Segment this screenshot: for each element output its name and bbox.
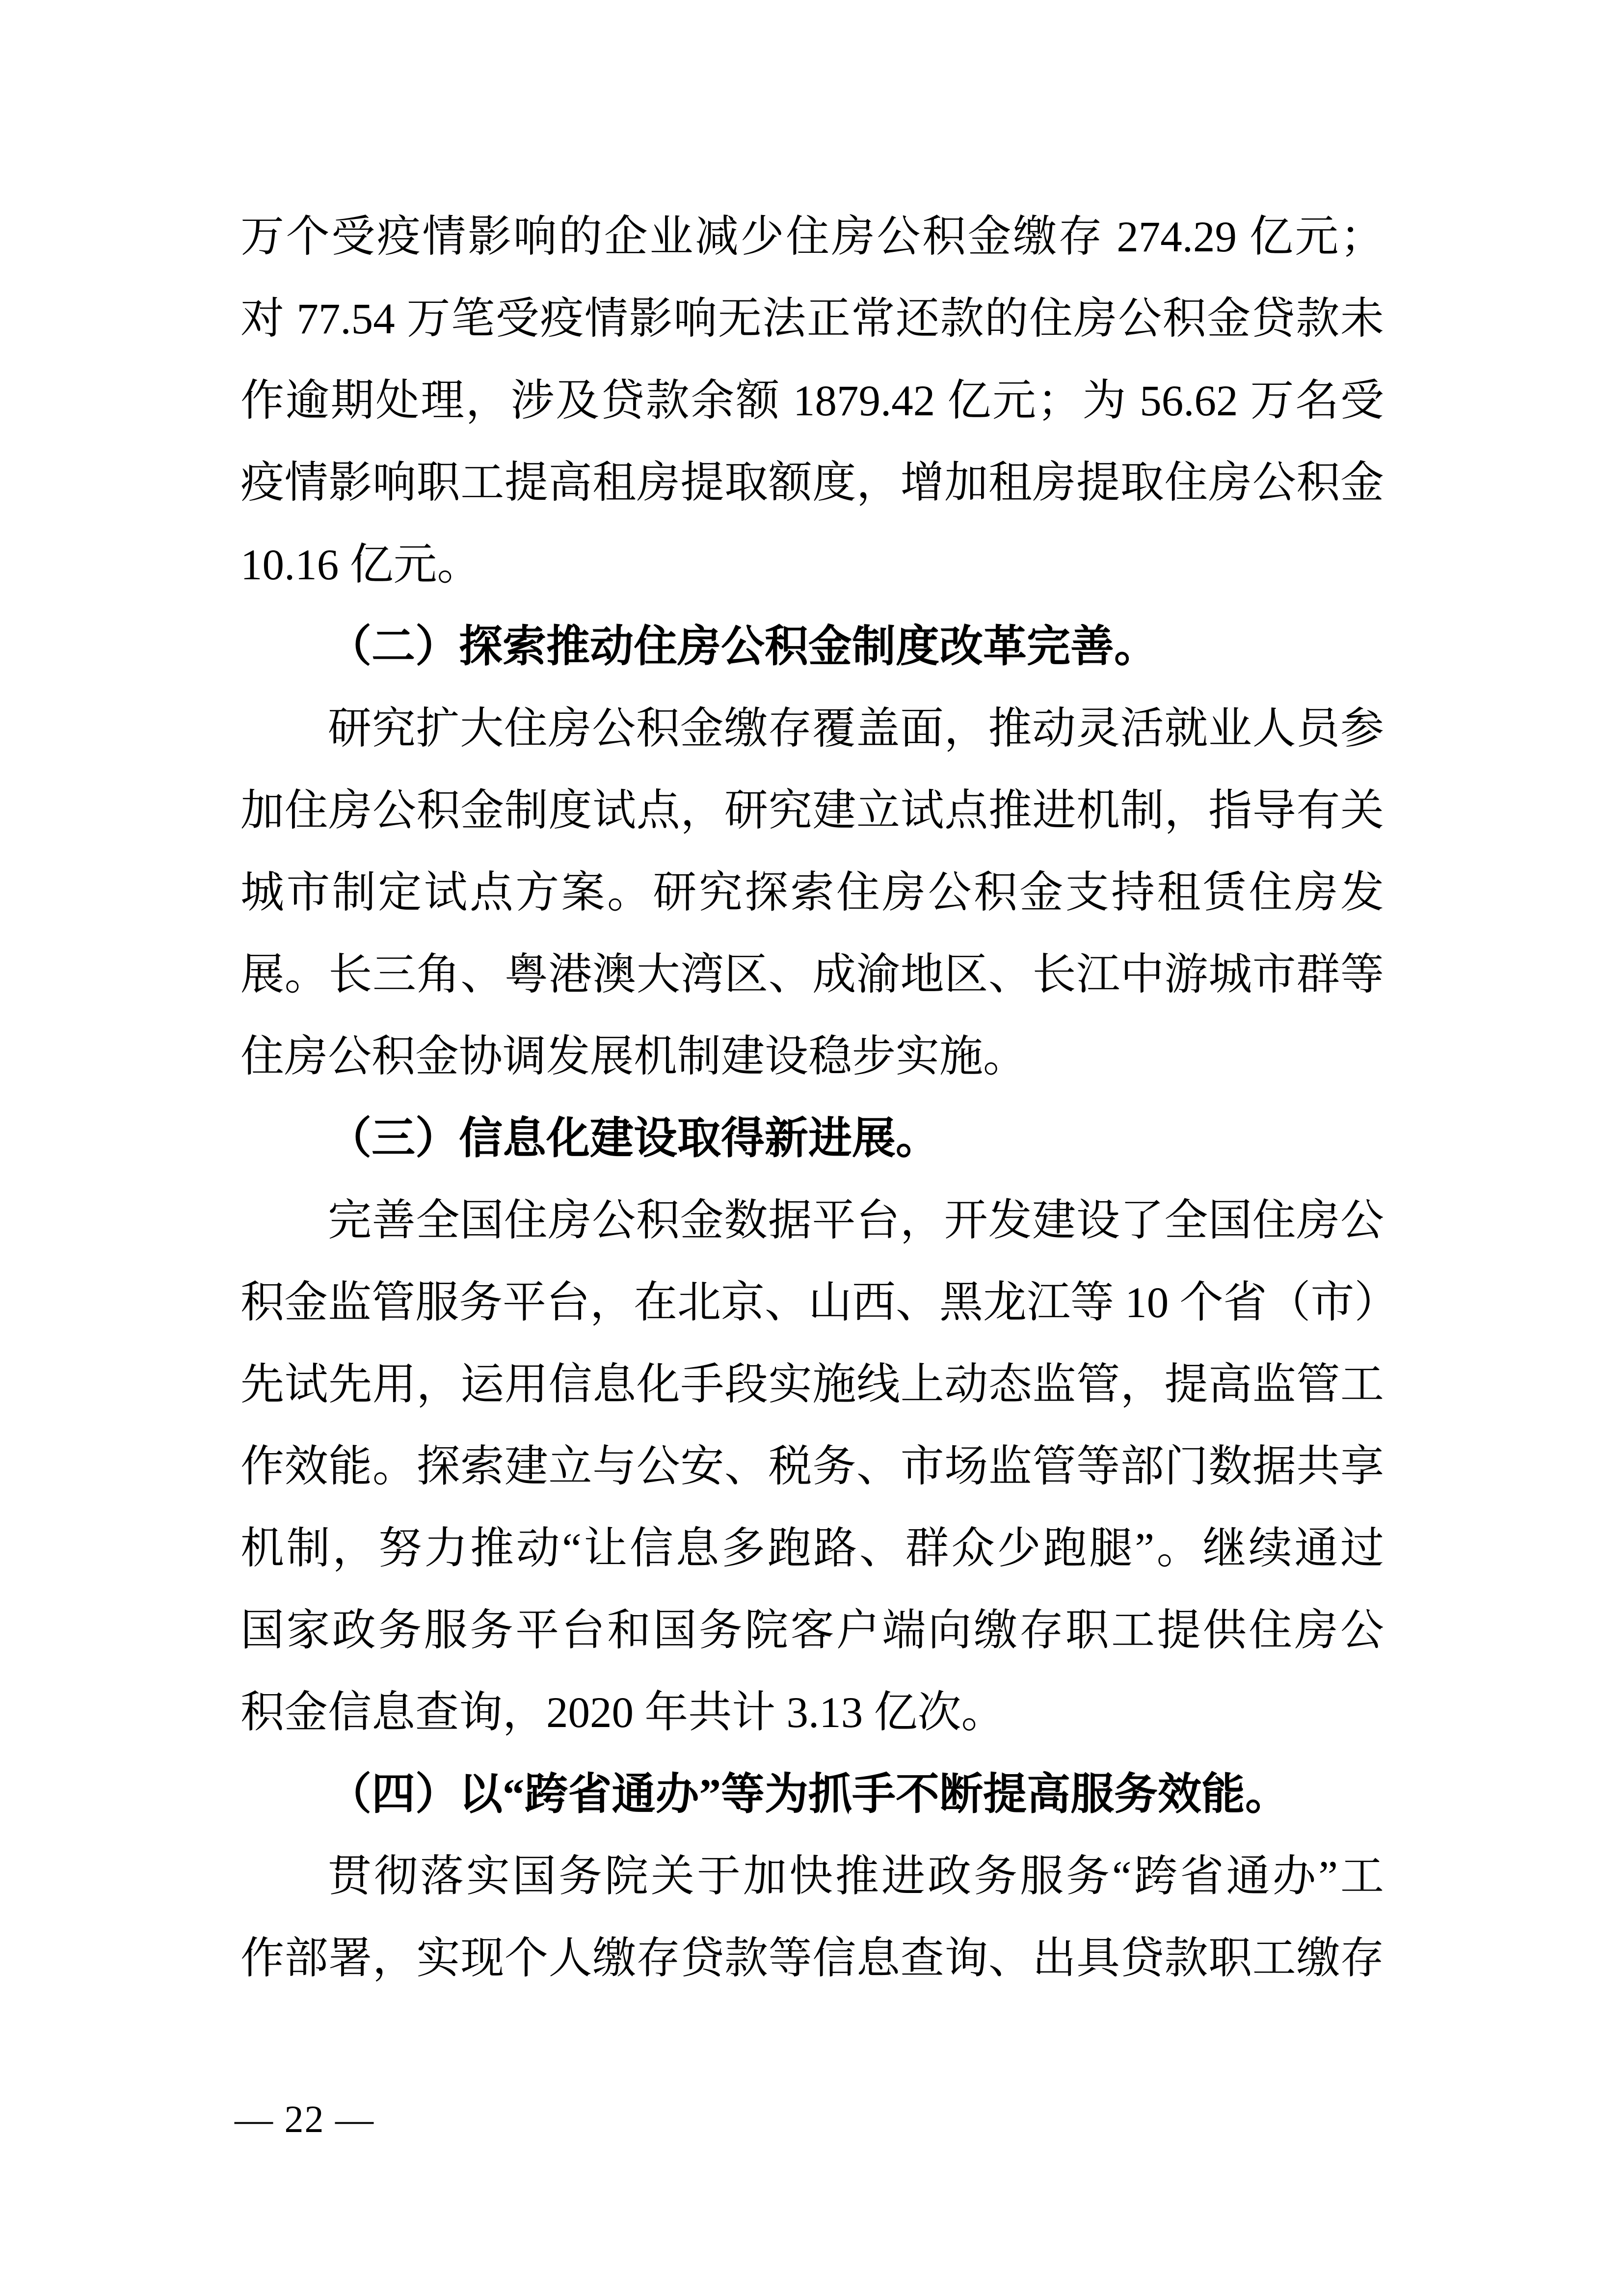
text-line: 积金信息查询，2020 年共计 3.13 亿次。 [240,1689,1005,1737]
text-line: 作逾期处理，涉及贷款余额 1879.42 亿元；为 56.62 万名受 [240,377,1384,425]
text-line: 作效能。探索建立与公安、税务、市场监管等部门数据共享 [240,1443,1384,1491]
text-line: 完善全国住房公积金数据平台，开发建设了全国住房公 [328,1197,1384,1245]
text-line: 10.16 亿元。 [240,541,481,589]
text-line: 机制，努力推动“让信息多跑路、群众少跑腿”。继续通过 [240,1525,1384,1573]
text-line: 展。长三角、粤港澳大湾区、成渝地区、长江中游城市群等 [240,951,1384,999]
text-line: 贯彻落实国务院关于加快推进政务服务“跨省通办”工 [328,1853,1384,1901]
page-number: — 22 — [235,2098,374,2140]
text-line: 积金监管服务平台，在北京、山西、黑龙江等 10 个省（市） [240,1279,1398,1327]
section-heading-line: （二）探索推动住房公积金制度改革完善。 [328,623,1158,671]
text-line: 对 77.54 万笔受疫情影响无法正常还款的住房公积金贷款未 [240,295,1384,343]
document-body [240,196,1398,2000]
text-line: 加住房公积金制度试点，研究建立试点推进机制，指导有关 [240,787,1384,835]
section-heading-line: （三）信息化建设取得新进展。 [328,1115,939,1163]
text-line: 万个受疫情影响的企业减少住房公积金缴存 274.29 亿元； [240,213,1384,261]
text-line: 疫情影响职工提高租房提取额度，增加租房提取住房公积金 [240,459,1384,507]
text-line: 先试先用，运用信息化手段实施线上动态监管，提高监管工 [240,1361,1384,1409]
text-line: 住房公积金协调发展机制建设稳步实施。 [240,1033,1027,1081]
text-line: 研究扩大住房公积金缴存覆盖面，推动灵活就业人员参 [328,705,1384,753]
text-line: 作部署，实现个人缴存贷款等信息查询、出具贷款职工缴存 [240,1935,1384,1983]
text-line: 国家政务服务平台和国务院客户端向缴存职工提供住房公 [240,1607,1384,1655]
section-heading-line: （四）以“跨省通办”等为抓手不断提高服务效能。 [328,1771,1289,1819]
text-line: 城市制定试点方案。研究探索住房公积金支持租赁住房发 [240,869,1384,917]
